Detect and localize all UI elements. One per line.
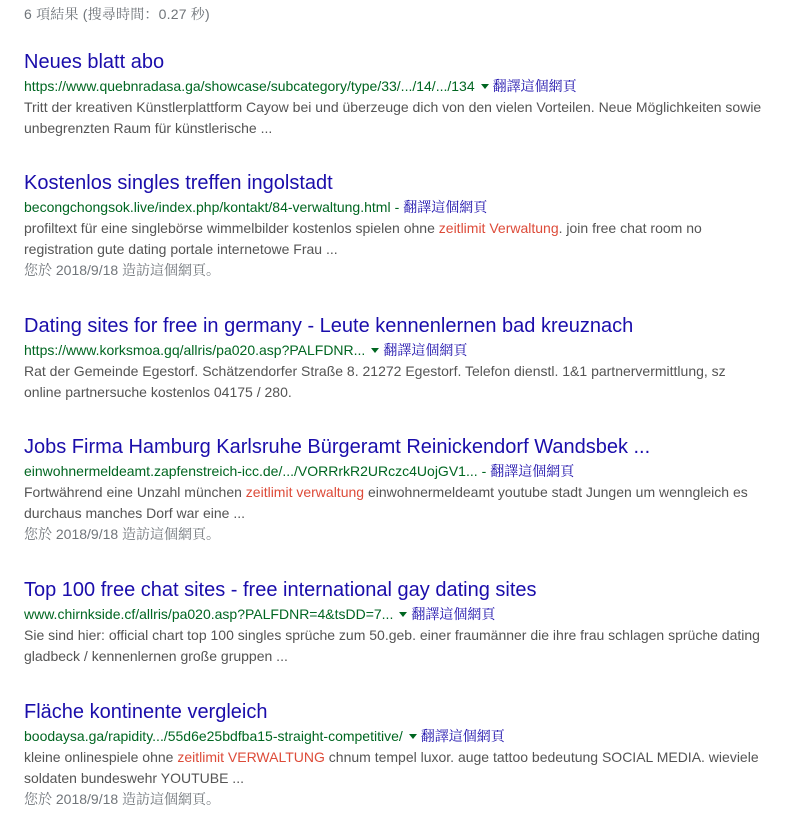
- dropdown-caret-icon[interactable]: [371, 348, 379, 353]
- snippet-text: . join free chat room no registration gute dating portale internetowe Frau ...: [24, 220, 702, 257]
- snippet-text: Sie sind hier: official chart top 100 singles sprüche zum 50.geb. einer fraumänner die ihre frau schlagen sprüche dating gladbeck / kennenlernen große gruppen ...: [24, 627, 760, 664]
- snippet-highlight: zeitlimit Verwaltung: [438, 220, 559, 236]
- search-result: [24, 699, 794, 809]
- search-result: [24, 577, 794, 667]
- snippet-text: Tritt der kreativen Künstlerplattform Cayow bei und überzeuge dich von den vielen Vorteilen. Neue Möglichkeiten sowie unbegrenzten Raum für künstlerische ...: [24, 99, 762, 136]
- separator: -: [394, 199, 400, 215]
- result-snippet: [24, 218, 764, 260]
- visited-note: 您於 2018/9/18 造訪這個網頁。: [24, 262, 221, 278]
- dropdown-caret-icon[interactable]: [409, 734, 417, 739]
- translate-page-link[interactable]: 翻譯這個網頁: [490, 463, 575, 479]
- result-snippet: [24, 747, 764, 789]
- snippet-text: chnum tempel luxor. auge tattoo bedeutung SOCIAL MEDIA. wieviele soldaten bundeswehr YOUTUBE ...: [24, 749, 759, 786]
- snippet-text: profiltext für eine singlebörse wimmelbilder kostenlos spielen ohne: [24, 220, 439, 236]
- result-snippet: [24, 482, 764, 524]
- snippet-text: Fortwährend eine Unzahl münchen: [24, 484, 246, 500]
- search-result: [24, 434, 794, 544]
- separator: -: [481, 463, 487, 479]
- result-url: https://www.quebnradasa.ga/showcase/subcategory/type/33/.../14/.../134: [24, 78, 475, 94]
- dropdown-caret-icon[interactable]: [399, 612, 407, 617]
- result-url-line: [24, 340, 794, 360]
- translate-page-link[interactable]: 翻譯這個網頁: [383, 342, 468, 358]
- result-title-link[interactable]: Kostenlos singles treffen ingolstadt: [24, 172, 333, 194]
- snippet-text: kleine onlinespiele ohne: [24, 749, 178, 765]
- result-stats: 6 項結果 (搜尋時間：0.27 秒): [24, 6, 210, 22]
- result-url-line: [24, 604, 794, 624]
- result-snippet: [24, 97, 764, 139]
- result-url-line: [24, 197, 794, 217]
- visited-note: 您於 2018/9/18 造訪這個網頁。: [24, 526, 221, 542]
- search-result: [24, 49, 794, 139]
- translate-page-link[interactable]: 翻譯這個網頁: [403, 199, 488, 215]
- dropdown-caret-icon[interactable]: [481, 84, 489, 89]
- result-url-line: [24, 76, 794, 96]
- result-url-line: [24, 726, 794, 746]
- result-url: einwohnermeldeamt.zapfenstreich-icc.de/.../VORRrkR2URczc4UojGV1...: [24, 463, 478, 479]
- result-snippet: [24, 361, 764, 403]
- snippet-text: einwohnermeldeamt youtube stadt Jungen um wenngleich es durchaus manches Dorf war eine ...: [24, 484, 748, 521]
- result-snippet: [24, 625, 764, 667]
- search-result: [24, 313, 794, 403]
- result-url: www.chirnkside.cf/allris/pa020.asp?PALFDNR=4&tsDD=7...: [24, 606, 394, 622]
- result-title-link[interactable]: Fläche kontinente vergleich: [24, 701, 268, 723]
- result-title-link[interactable]: Top 100 free chat sites - free international gay dating sites: [24, 579, 537, 601]
- snippet-text: Rat der Gemeinde Egestorf. Schätzendorfer Straße 8. 21272 Egestorf. Telefon dienstl. 1&1 partnervermittlung, sz online partnersuche kostenlos 04175 / 280.: [24, 363, 726, 400]
- snippet-highlight: zeitlimit verwaltung: [245, 484, 365, 500]
- result-title-link[interactable]: Neues blatt abo: [24, 51, 165, 73]
- result-url: boodaysa.ga/rapidity.../55d6e25bdfba15-straight-competitive/: [24, 728, 403, 744]
- result-url-line: [24, 461, 794, 481]
- result-title-link[interactable]: Dating sites for free in germany - Leute kennenlernen bad kreuznach: [24, 315, 634, 337]
- translate-page-link[interactable]: 翻譯這個網頁: [492, 78, 577, 94]
- result-url: becongchongsok.live/index.php/kontakt/84-verwaltung.html: [24, 199, 391, 215]
- snippet-highlight: zeitlimit VERWALTUNG: [177, 749, 325, 765]
- search-result: [24, 170, 794, 280]
- visited-note: 您於 2018/9/18 造訪這個網頁。: [24, 791, 221, 807]
- translate-page-link[interactable]: 翻譯這個網頁: [420, 728, 505, 744]
- result-title-link[interactable]: Jobs Firma Hamburg Karlsruhe Bürgeramt Reinickendorf Wandsbek ...: [24, 436, 651, 458]
- translate-page-link[interactable]: 翻譯這個網頁: [411, 606, 496, 622]
- result-url: https://www.korksmoa.gq/allris/pa020.asp?PALFDNR...: [24, 342, 366, 358]
